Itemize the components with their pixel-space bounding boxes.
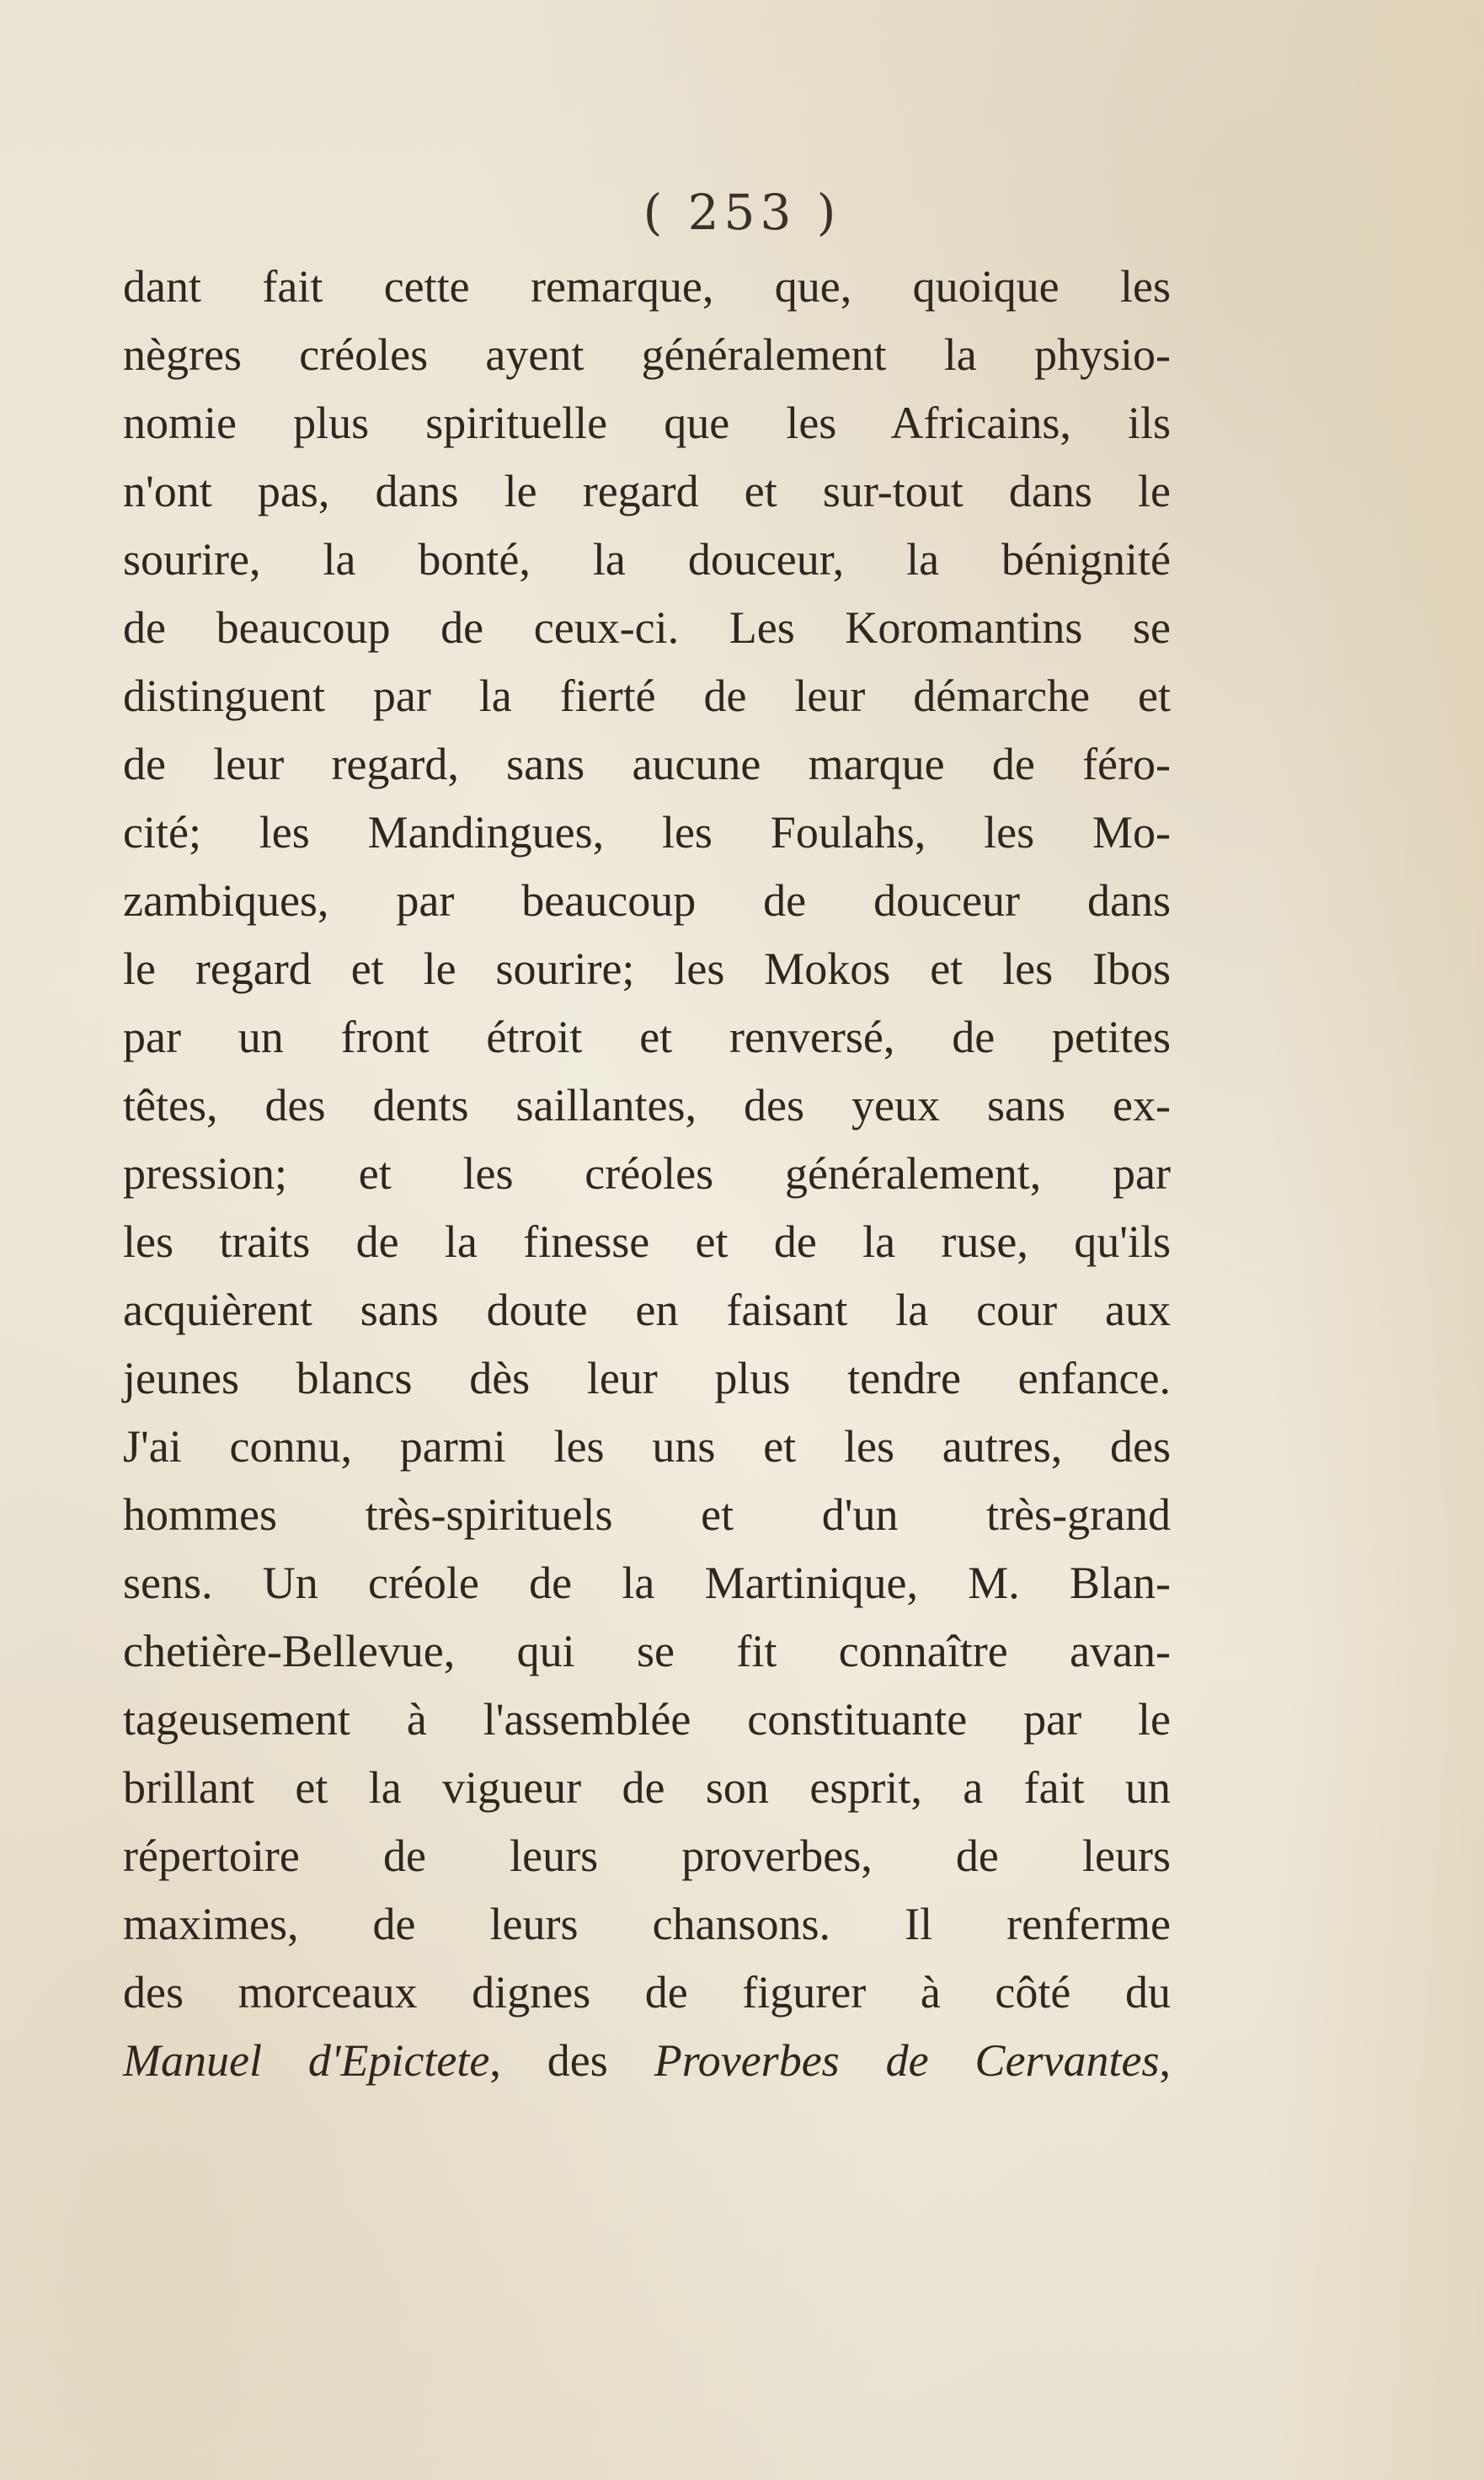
text-line: les traits de la finesse et de la ruse, qu'ils (123, 1216, 1171, 1267)
title-separator: , des (489, 2035, 654, 2086)
text-line: de beaucoup de ceux-ci. Les Koromantins se (123, 602, 1171, 653)
line-end-comma: , (1159, 2035, 1171, 2086)
text-line: brillant et la vigueur de son esprit, a fait un (123, 1762, 1171, 1813)
page-number: ( 253 ) (643, 184, 841, 241)
text-line: sens. Un créole de la Martinique, M. Blan- (123, 1558, 1171, 1608)
text-line: des morceaux dignes de figurer à côté du (123, 1967, 1171, 2018)
text-line: cité; les Mandingues, les Foulahs, les Mo- (123, 807, 1171, 858)
text-line: pression; et les créoles généralement, par (123, 1148, 1171, 1199)
paper-stain (1265, 0, 1484, 2480)
text-line: distinguent par la fierté de leur démarche et (123, 671, 1171, 721)
text-line-final (123, 2027, 1171, 2095)
text-line: têtes, des dents saillantes, des yeux sans ex- (123, 1080, 1171, 1130)
body-text (123, 253, 1171, 2095)
text-line: hommes très-spirituels et d'un très-grand (123, 1489, 1171, 1540)
italic-title-epictete: Manuel d'Epictete (123, 2035, 490, 2086)
text-line: sourire, la bonté, la douceur, la bénignité (123, 534, 1171, 585)
text-line: acquièrent sans doute en faisant la cour aux (123, 1285, 1171, 1335)
text-line: maximes, de leurs chansons. Il renferme (123, 1899, 1171, 1949)
text-line: par un front étroit et renversé, de petites (123, 1012, 1171, 1062)
italic-title-cervantes: Proverbes de Cervantes (654, 2035, 1160, 2086)
text-line: nomie plus spirituelle que les Africains, ils (123, 398, 1171, 448)
text-line: répertoire de leurs proverbes, de leurs (123, 1831, 1171, 1881)
text-line: de leur regard, sans aucune marque de féro- (123, 739, 1171, 789)
text-line: dant fait cette remarque, que, quoique les (123, 261, 1171, 312)
text-line: nègres créoles ayent généralement la physio- (123, 329, 1171, 380)
text-line: le regard et le sourire; les Mokos et les Ibos (123, 943, 1171, 994)
text-line: jeunes blancs dès leur plus tendre enfance. (123, 1353, 1171, 1403)
text-line: n'ont pas, dans le regard et sur-tout dans le (123, 466, 1171, 516)
text-line: tageusement à l'assemblée constituante par le (123, 1694, 1171, 1745)
text-line: zambiques, par beaucoup de douceur dans (123, 875, 1171, 926)
text-line: chetière-Bellevue, qui se fit connaître avan- (123, 1626, 1171, 1676)
text-line: J'ai connu, parmi les uns et les autres, des (123, 1421, 1171, 1472)
